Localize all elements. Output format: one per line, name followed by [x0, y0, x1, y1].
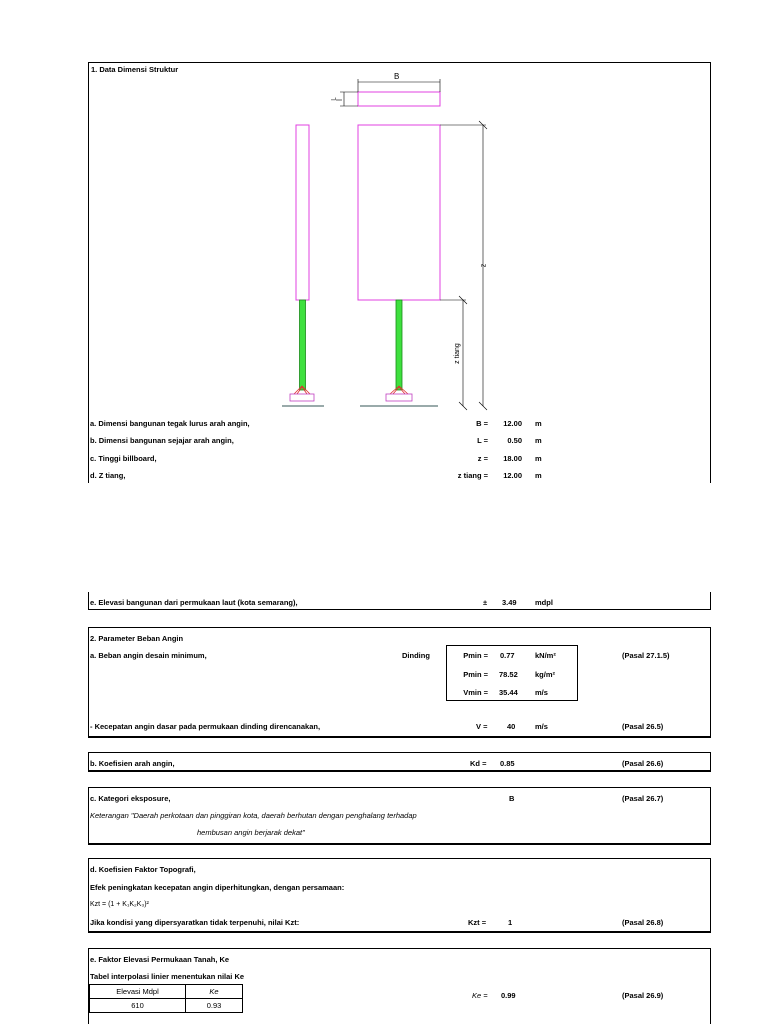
ke-table: [89, 984, 243, 1013]
ke-subtitle: Tabel interpolasi linier menentukan nilai Ke: [90, 972, 245, 981]
pasal-26-6: (Pasal 26.6): [622, 759, 664, 768]
diagram-label-b: B: [394, 72, 400, 81]
pmin-kn-unit: kN/m²: [535, 651, 556, 660]
section1-top-border: [88, 62, 711, 63]
vmin-symbol: Vmin =: [463, 688, 488, 697]
row-c-text: c. Tinggi billboard,: [90, 454, 157, 463]
ke-title: e. Faktor Elevasi Permukaan Tanah, Ke: [90, 955, 230, 964]
diagram-label-z: z: [480, 263, 488, 268]
vmin-unit: m/s: [535, 688, 548, 697]
ke-table-header-elevasi: Elevasi Mdpl: [90, 985, 186, 999]
elevasi-right-border: [710, 592, 711, 610]
kecepatan-symbol: V =: [476, 722, 488, 731]
dinding-label: Dinding: [402, 651, 430, 660]
pasal-27-1-5: (Pasal 27.1.5): [622, 651, 670, 660]
plan-view-rect: [358, 92, 440, 106]
diagram-label-z-tiang: z tiang: [453, 343, 461, 364]
kecepatan-unit: m/s: [535, 722, 548, 731]
row-e-symbol: ±: [483, 598, 488, 607]
topografi-formula: Kzt = (1 + K₁K₂K₃)²: [90, 901, 149, 908]
row-e-text: e. Elevasi bangunan dari permukaan laut (kota semarang),: [90, 598, 298, 607]
section1-right-border: [710, 62, 711, 483]
side-view-pole: [300, 300, 306, 390]
kecepatan-value: 40: [507, 722, 516, 731]
kd-text: b. Koefisien arah angin,: [90, 759, 175, 768]
row-c-symbol: z =: [477, 454, 488, 463]
ke-value: 0.99: [501, 991, 516, 1000]
pasal-26-5: (Pasal 26.5): [622, 722, 664, 731]
row-b-symbol: L =: [477, 436, 488, 445]
kzt-symbol: Kzt =: [468, 918, 487, 927]
ke-symbol: Ke =: [472, 991, 488, 1000]
row-c-value: 18.00: [503, 454, 522, 463]
kategori-text: c. Kategori eksposure,: [90, 794, 171, 803]
pmin-kg-unit: kg/m²: [535, 670, 556, 679]
pasal-26-7: (Pasal 26.7): [622, 794, 664, 803]
ke-right-border: [710, 948, 711, 1024]
row-a-unit: m: [535, 419, 542, 428]
kd-value: 0.85: [500, 759, 515, 768]
row-e-unit: mdpl: [535, 598, 553, 607]
section1-title: 1. Data Dimensi Struktur: [91, 65, 179, 74]
kd-symbol: Kd =: [470, 759, 487, 768]
ke-table-cell-elevasi: 610: [90, 999, 186, 1013]
side-view-board: [296, 125, 309, 300]
row-a-symbol: B =: [476, 419, 488, 428]
row-c-unit: m: [535, 454, 542, 463]
topografi-title: d. Koefisien Faktor Topografi,: [90, 865, 196, 874]
row-b-unit: m: [535, 436, 542, 445]
row-a-text: a. Dimensi bangunan tegak lurus arah angin,: [90, 419, 250, 428]
pasal-26-8: (Pasal 26.8): [622, 918, 664, 927]
row-b-value: 0.50: [507, 436, 522, 445]
diagram-label-l: L: [331, 97, 338, 101]
row-e-value: 3.49: [502, 598, 517, 607]
kategori-value: B: [509, 794, 515, 803]
row-b-text: b. Dimensi bangunan sejajar arah angin,: [90, 436, 234, 445]
elevasi-left-border: [88, 592, 89, 610]
billboard-diagram: [280, 74, 500, 414]
kategori-note-line2: hembusan angin berjarak dekat": [197, 828, 305, 837]
ke-table-header-ke: Ke: [186, 985, 243, 999]
topografi-line1: Efek peningkatan kecepatan angin diperhitungkan, dengan persamaan:: [90, 883, 345, 892]
section2-a-text: a. Beban angin desain minimum,: [90, 651, 207, 660]
section2-title: 2. Parameter Beban Angin: [90, 634, 184, 643]
front-view-board: [358, 125, 440, 300]
row-d-symbol: z tiang =: [457, 471, 488, 480]
topografi-line3: Jika kondisi yang dipersyaratkan tidak terpenuhi, nilai Kzt:: [90, 918, 300, 927]
pmin-kg-symbol: Pmin =: [463, 670, 488, 679]
row-d-value: 12.00: [503, 471, 522, 480]
section1-left-border: [88, 62, 89, 483]
pmin-kg-value: 78.52: [499, 670, 518, 679]
row-d-text: d. Z tiang,: [90, 471, 126, 480]
side-view-base: [282, 386, 324, 406]
kzt-value: 1: [508, 918, 513, 927]
pmin-kn-symbol: Pmin =: [463, 651, 488, 660]
row-a-value: 12.00: [503, 419, 522, 428]
vmin-value: 35.44: [499, 688, 518, 697]
ke-table-cell-ke: 0.93: [186, 999, 243, 1013]
pmin-kn-value: 0.77: [500, 651, 515, 660]
ke-top-border: [88, 948, 711, 949]
kecepatan-text: - Kecepatan angin dasar pada permukaan dinding direncanakan,: [90, 722, 321, 731]
elevasi-bottom-border: [88, 609, 711, 610]
row-d-unit: m: [535, 471, 542, 480]
kd-box: [88, 752, 711, 772]
front-view-pole: [396, 300, 402, 390]
kategori-note-line1: Keterangan "Daerah perkotaan dan pinggiran kota, daerah berhutan dengan penghalang terhadap: [90, 811, 417, 820]
pasal-26-9: (Pasal 26.9): [622, 991, 664, 1000]
